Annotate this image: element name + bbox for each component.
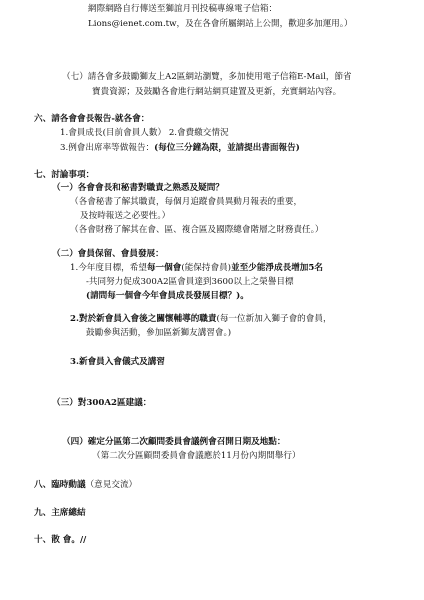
- q2-point-1-b: 每一個會: [146, 263, 182, 273]
- q1-title: （一）各會會長和秘書對職責之熟悉及疑問？: [52, 183, 224, 193]
- q2-point-2: [70, 314, 332, 324]
- q2-point-1-a: 1.今年度目標，希望: [70, 263, 147, 273]
- section-8-note: （意見交流）: [85, 480, 138, 490]
- section-6-line-2-bold: (每位三分鐘為限，並請提出書面報告): [154, 143, 300, 153]
- section-8-title: 八、臨時動議: [34, 480, 86, 490]
- item-7-line-2: 寶貴資源；及鼓勵各會進行網站網頁建置及更新，充實網站內容。: [92, 87, 342, 97]
- q2-point-2-note: (每一位新加入獅子會的會員，: [216, 314, 332, 324]
- q2-point-2-title: 2.對於新會員入會後之關懷輔導的職責: [70, 314, 217, 324]
- q3-title: （三）對300A2區建議：: [52, 398, 152, 408]
- section-10-heading: 十、散 會。//: [34, 535, 87, 545]
- section-9-heading: 九、主席總結: [34, 508, 86, 518]
- q4-title: （四）確定分區第二次顧問委員會議例會召開日期及地點：: [62, 437, 286, 447]
- q2-point-1-d: 並至少能淨成長增加5名: [231, 263, 323, 273]
- q2-point-1-goal: -共同努力促成300A2區會員達到3600以上之榮譽目標: [86, 277, 294, 287]
- section-6-heading: 六、請各會會長報告-就各會：: [34, 114, 150, 124]
- section-6-line-2: [60, 143, 300, 153]
- section-6-line-2-text: 3.例會出席率等做報告：: [60, 143, 155, 153]
- q1-line-1: （各會秘書了解其職責，每個月追蹤會員異動月報表的重要，: [70, 197, 303, 207]
- email-address-line: Lions@ienet.com.tw，及在各會所屬網站上公開，歡迎多加運用。）: [88, 19, 353, 29]
- q4-note: （第二次分區顧問委員會會議應於11月份內期間舉行）: [92, 451, 301, 461]
- section-7-heading: 七、討論事項：: [34, 170, 95, 180]
- email-intro-line: 網際網路自行傳送至獅誼月刊投稿專線電子信箱：: [88, 4, 278, 14]
- section-8-heading: [34, 480, 137, 490]
- section-6-line-1: 1.會員成長(目前會員人數） 2.會費繳交情況: [60, 128, 229, 138]
- q2-point-1-question: (請問每一個會今年會員成長發展目標？)。: [86, 291, 249, 301]
- q2-point-1: [70, 263, 323, 273]
- q2-point-3: 3.新會員入會儀式及講習: [70, 357, 165, 367]
- item-7-line-1: （七）請各會多鼓勵獅友上A2區網站瀏覽，多加使用電子信箱E-Mail，節省: [62, 72, 352, 82]
- q1-line-2: 及按時報送之必要性。）: [80, 211, 171, 221]
- q1-line-3: （各會財務了解其在會、區、複合區及國際總會階層之財務責任。）: [70, 225, 324, 235]
- q2-title: （二）會員保留、會員發展：: [52, 249, 164, 259]
- q2-point-1-c: (能保持會員): [181, 263, 232, 273]
- q2-point-2-line-2: 鼓勵參與活動，參加區新獅友講習會。): [86, 328, 232, 338]
